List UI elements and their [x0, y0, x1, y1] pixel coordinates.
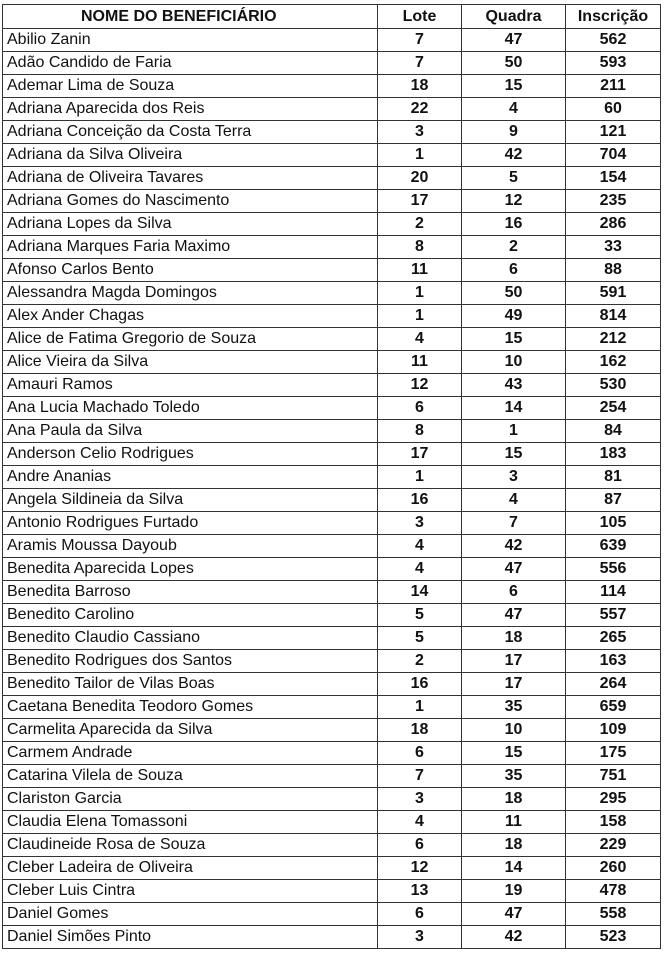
beneficiary-name-cell: Ana Paula da Silva — [3, 420, 378, 443]
inscricao-cell: 558 — [566, 903, 661, 926]
table-row — [3, 29, 661, 52]
quadra-cell: 42 — [462, 535, 566, 558]
quadra-cell: 4 — [462, 98, 566, 121]
lote-cell: 4 — [378, 328, 462, 351]
quadra-cell: 18 — [462, 627, 566, 650]
inscricao-cell: 260 — [566, 857, 661, 880]
beneficiary-name-cell: Carmem Andrade — [3, 742, 378, 765]
quadra-cell: 17 — [462, 650, 566, 673]
lote-cell: 6 — [378, 903, 462, 926]
quadra-cell: 49 — [462, 305, 566, 328]
lote-cell: 4 — [378, 535, 462, 558]
beneficiary-name-cell: Abilio Zanin — [3, 29, 378, 52]
header-nome: NOME DO BENEFICIÁRIO — [3, 5, 378, 29]
beneficiary-name-cell: Benedita Barroso — [3, 581, 378, 604]
inscricao-cell: 286 — [566, 213, 661, 236]
lote-cell: 4 — [378, 558, 462, 581]
lote-cell: 12 — [378, 374, 462, 397]
quadra-cell: 12 — [462, 190, 566, 213]
table-row — [3, 121, 661, 144]
inscricao-cell: 593 — [566, 52, 661, 75]
beneficiary-name-cell: Adriana Conceição da Costa Terra — [3, 121, 378, 144]
quadra-cell: 10 — [462, 351, 566, 374]
beneficiary-name-cell: Benedito Tailor de Vilas Boas — [3, 673, 378, 696]
table-row — [3, 98, 661, 121]
lote-cell: 2 — [378, 650, 462, 673]
beneficiary-name-cell: Benedito Carolino — [3, 604, 378, 627]
lote-cell: 6 — [378, 742, 462, 765]
beneficiary-name-cell: Anderson Celio Rodrigues — [3, 443, 378, 466]
table-row — [3, 374, 661, 397]
quadra-cell: 47 — [462, 903, 566, 926]
beneficiary-name-cell: Adriana Marques Faria Maximo — [3, 236, 378, 259]
quadra-cell: 14 — [462, 397, 566, 420]
table-row — [3, 696, 661, 719]
table-body — [3, 29, 661, 949]
inscricao-cell: 163 — [566, 650, 661, 673]
lote-cell: 14 — [378, 581, 462, 604]
lote-cell: 13 — [378, 880, 462, 903]
table-row — [3, 811, 661, 834]
inscricao-cell: 295 — [566, 788, 661, 811]
lote-cell: 3 — [378, 926, 462, 949]
beneficiary-name-cell: Afonso Carlos Bento — [3, 259, 378, 282]
beneficiary-name-cell: Ana Lucia Machado Toledo — [3, 397, 378, 420]
beneficiary-name-cell: Benedita Aparecida Lopes — [3, 558, 378, 581]
quadra-cell: 11 — [462, 811, 566, 834]
inscricao-cell: 175 — [566, 742, 661, 765]
quadra-cell: 43 — [462, 374, 566, 397]
beneficiary-name-cell: Clariston Garcia — [3, 788, 378, 811]
quadra-cell: 42 — [462, 144, 566, 167]
table-row — [3, 236, 661, 259]
table-row — [3, 420, 661, 443]
table-row — [3, 788, 661, 811]
quadra-cell: 35 — [462, 696, 566, 719]
table-row — [3, 558, 661, 581]
quadra-cell: 5 — [462, 167, 566, 190]
beneficiary-name-cell: Daniel Gomes — [3, 903, 378, 926]
beneficiary-name-cell: Adriana Gomes do Nascimento — [3, 190, 378, 213]
table-row — [3, 880, 661, 903]
header-row — [3, 5, 661, 29]
beneficiary-name-cell: Andre Ananias — [3, 466, 378, 489]
table-row — [3, 144, 661, 167]
lote-cell: 20 — [378, 167, 462, 190]
table-row — [3, 351, 661, 374]
quadra-cell: 19 — [462, 880, 566, 903]
inscricao-cell: 659 — [566, 696, 661, 719]
beneficiary-name-cell: Claudineide Rosa de Souza — [3, 834, 378, 857]
beneficiary-name-cell: Alessandra Magda Domingos — [3, 282, 378, 305]
table-row — [3, 765, 661, 788]
inscricao-cell: 264 — [566, 673, 661, 696]
beneficiary-name-cell: Antonio Rodrigues Furtado — [3, 512, 378, 535]
inscricao-cell: 81 — [566, 466, 661, 489]
quadra-cell: 15 — [462, 742, 566, 765]
inscricao-cell: 751 — [566, 765, 661, 788]
lote-cell: 4 — [378, 811, 462, 834]
beneficiary-table — [2, 4, 661, 949]
inscricao-cell: 158 — [566, 811, 661, 834]
beneficiary-name-cell: Caetana Benedita Teodoro Gomes — [3, 696, 378, 719]
lote-cell: 6 — [378, 834, 462, 857]
table-row — [3, 581, 661, 604]
lote-cell: 22 — [378, 98, 462, 121]
inscricao-cell: 591 — [566, 282, 661, 305]
lote-cell: 3 — [378, 788, 462, 811]
lote-cell: 3 — [378, 512, 462, 535]
lote-cell: 12 — [378, 857, 462, 880]
quadra-cell: 10 — [462, 719, 566, 742]
quadra-cell: 47 — [462, 29, 566, 52]
inscricao-cell: 704 — [566, 144, 661, 167]
lote-cell: 1 — [378, 466, 462, 489]
inscricao-cell: 211 — [566, 75, 661, 98]
table-row — [3, 627, 661, 650]
inscricao-cell: 562 — [566, 29, 661, 52]
table-row — [3, 489, 661, 512]
quadra-cell: 6 — [462, 259, 566, 282]
beneficiary-name-cell: Adriana Lopes da Silva — [3, 213, 378, 236]
table-row — [3, 512, 661, 535]
inscricao-cell: 265 — [566, 627, 661, 650]
table-row — [3, 604, 661, 627]
lote-cell: 8 — [378, 236, 462, 259]
table-header — [3, 5, 661, 29]
table-row — [3, 742, 661, 765]
lote-cell: 6 — [378, 397, 462, 420]
lote-cell: 11 — [378, 259, 462, 282]
quadra-cell: 18 — [462, 834, 566, 857]
lote-cell: 1 — [378, 144, 462, 167]
table-row — [3, 650, 661, 673]
inscricao-cell: 556 — [566, 558, 661, 581]
beneficiary-name-cell: Daniel Simões Pinto — [3, 926, 378, 949]
table-row — [3, 282, 661, 305]
beneficiary-name-cell: Cleber Ladeira de Oliveira — [3, 857, 378, 880]
inscricao-cell: 183 — [566, 443, 661, 466]
beneficiary-name-cell: Alice de Fatima Gregorio de Souza — [3, 328, 378, 351]
table-row — [3, 190, 661, 213]
inscricao-cell: 523 — [566, 926, 661, 949]
quadra-cell: 16 — [462, 213, 566, 236]
lote-cell: 11 — [378, 351, 462, 374]
header-inscricao: Inscrição — [566, 5, 661, 29]
beneficiary-name-cell: Amauri Ramos — [3, 374, 378, 397]
quadra-cell: 1 — [462, 420, 566, 443]
quadra-cell: 35 — [462, 765, 566, 788]
quadra-cell: 15 — [462, 328, 566, 351]
beneficiary-name-cell: Ademar Lima de Souza — [3, 75, 378, 98]
beneficiary-name-cell: Angela Sildineia da Silva — [3, 489, 378, 512]
lote-cell: 16 — [378, 489, 462, 512]
inscricao-cell: 530 — [566, 374, 661, 397]
table-row — [3, 926, 661, 949]
lote-cell: 5 — [378, 604, 462, 627]
lote-cell: 17 — [378, 190, 462, 213]
inscricao-cell: 60 — [566, 98, 661, 121]
beneficiary-name-cell: Aramis Moussa Dayoub — [3, 535, 378, 558]
beneficiary-name-cell: Adriana Aparecida dos Reis — [3, 98, 378, 121]
inscricao-cell: 105 — [566, 512, 661, 535]
beneficiary-name-cell: Benedito Rodrigues dos Santos — [3, 650, 378, 673]
table-row — [3, 443, 661, 466]
quadra-cell: 7 — [462, 512, 566, 535]
inscricao-cell: 557 — [566, 604, 661, 627]
quadra-cell: 42 — [462, 926, 566, 949]
inscricao-cell: 33 — [566, 236, 661, 259]
table-row — [3, 903, 661, 926]
beneficiary-name-cell: Adão Candido de Faria — [3, 52, 378, 75]
inscricao-cell: 229 — [566, 834, 661, 857]
lote-cell: 1 — [378, 305, 462, 328]
inscricao-cell: 235 — [566, 190, 661, 213]
inscricao-cell: 162 — [566, 351, 661, 374]
lote-cell: 1 — [378, 282, 462, 305]
quadra-cell: 50 — [462, 52, 566, 75]
lote-cell: 18 — [378, 75, 462, 98]
table-row — [3, 466, 661, 489]
header-lote: Lote — [378, 5, 462, 29]
lote-cell: 7 — [378, 765, 462, 788]
lote-cell: 7 — [378, 52, 462, 75]
inscricao-cell: 114 — [566, 581, 661, 604]
quadra-cell: 47 — [462, 558, 566, 581]
inscricao-cell: 121 — [566, 121, 661, 144]
inscricao-cell: 88 — [566, 259, 661, 282]
quadra-cell: 50 — [462, 282, 566, 305]
table-row — [3, 259, 661, 282]
table-row — [3, 719, 661, 742]
lote-cell: 17 — [378, 443, 462, 466]
quadra-cell: 6 — [462, 581, 566, 604]
beneficiary-name-cell: Claudia Elena Tomassoni — [3, 811, 378, 834]
quadra-cell: 4 — [462, 489, 566, 512]
header-quadra: Quadra — [462, 5, 566, 29]
quadra-cell: 18 — [462, 788, 566, 811]
quadra-cell: 14 — [462, 857, 566, 880]
quadra-cell: 9 — [462, 121, 566, 144]
table-row — [3, 857, 661, 880]
quadra-cell: 47 — [462, 604, 566, 627]
lote-cell: 7 — [378, 29, 462, 52]
table-row — [3, 167, 661, 190]
quadra-cell: 17 — [462, 673, 566, 696]
lote-cell: 18 — [378, 719, 462, 742]
beneficiary-name-cell: Alex Ander Chagas — [3, 305, 378, 328]
beneficiary-name-cell: Benedito Claudio Cassiano — [3, 627, 378, 650]
quadra-cell: 2 — [462, 236, 566, 259]
inscricao-cell: 212 — [566, 328, 661, 351]
beneficiary-name-cell: Alice Vieira da Silva — [3, 351, 378, 374]
quadra-cell: 3 — [462, 466, 566, 489]
inscricao-cell: 478 — [566, 880, 661, 903]
table-row — [3, 52, 661, 75]
quadra-cell: 15 — [462, 443, 566, 466]
table-row — [3, 673, 661, 696]
lote-cell: 3 — [378, 121, 462, 144]
inscricao-cell: 84 — [566, 420, 661, 443]
table-row — [3, 75, 661, 98]
beneficiary-name-cell: Catarina Vilela de Souza — [3, 765, 378, 788]
table-row — [3, 535, 661, 558]
table-row — [3, 397, 661, 420]
beneficiary-name-cell: Cleber Luis Cintra — [3, 880, 378, 903]
lote-cell: 16 — [378, 673, 462, 696]
inscricao-cell: 154 — [566, 167, 661, 190]
table-row — [3, 305, 661, 328]
beneficiary-name-cell: Adriana de Oliveira Tavares — [3, 167, 378, 190]
lote-cell: 8 — [378, 420, 462, 443]
inscricao-cell: 814 — [566, 305, 661, 328]
inscricao-cell: 639 — [566, 535, 661, 558]
lote-cell: 5 — [378, 627, 462, 650]
lote-cell: 2 — [378, 213, 462, 236]
table-row — [3, 213, 661, 236]
quadra-cell: 15 — [462, 75, 566, 98]
beneficiary-name-cell: Adriana da Silva Oliveira — [3, 144, 378, 167]
inscricao-cell: 87 — [566, 489, 661, 512]
table-row — [3, 328, 661, 351]
inscricao-cell: 109 — [566, 719, 661, 742]
table-row — [3, 834, 661, 857]
lote-cell: 1 — [378, 696, 462, 719]
inscricao-cell: 254 — [566, 397, 661, 420]
beneficiary-name-cell: Carmelita Aparecida da Silva — [3, 719, 378, 742]
